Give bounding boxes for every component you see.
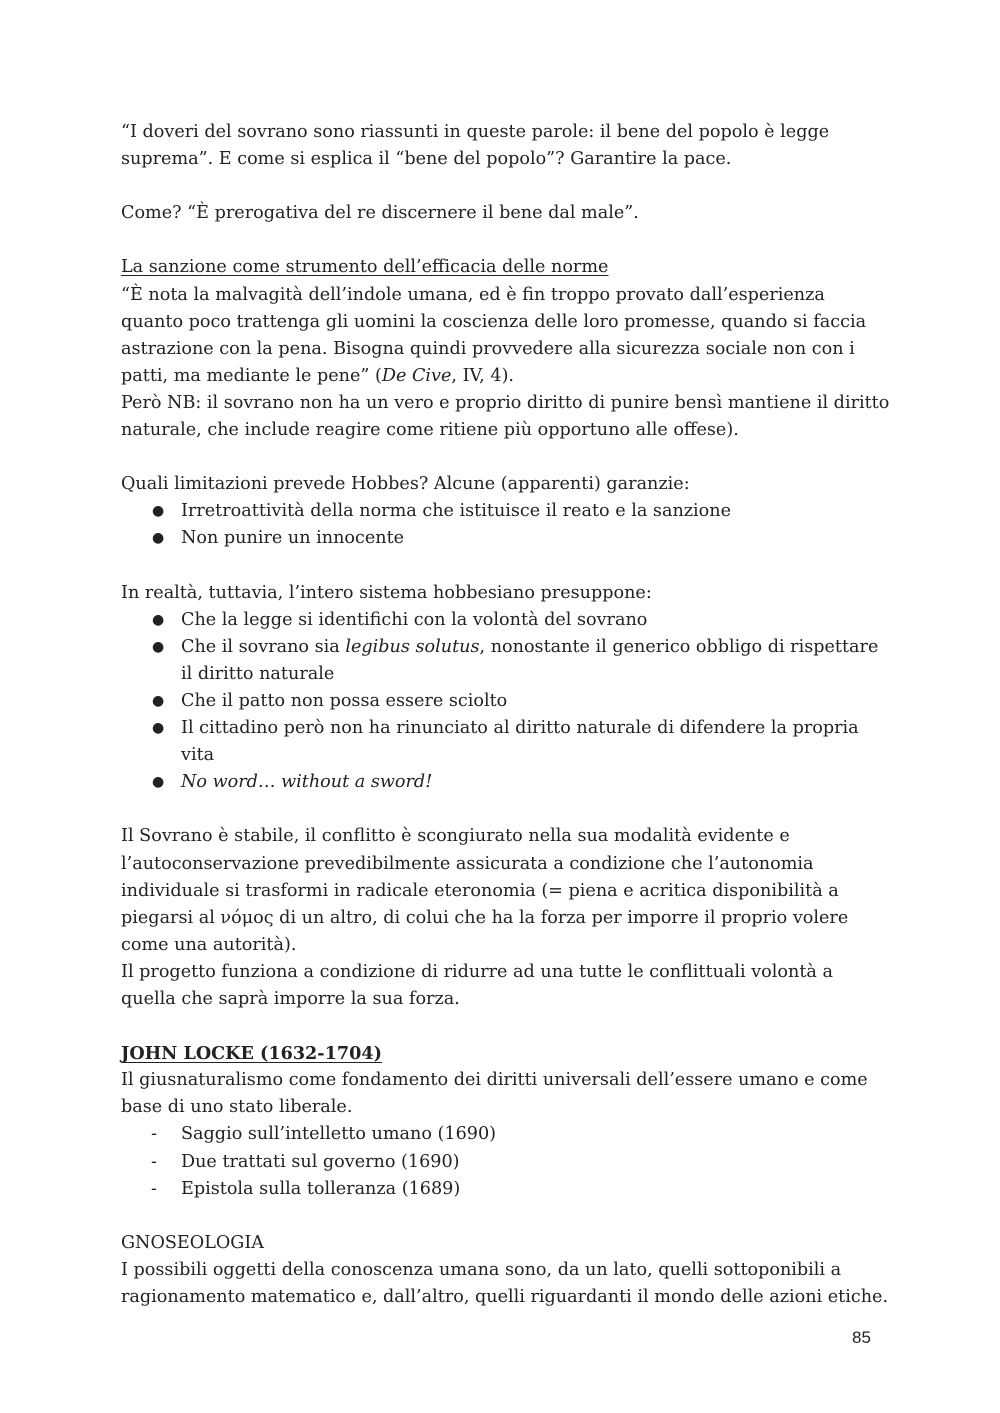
spacer bbox=[121, 227, 891, 254]
paragraph-giusnaturalismo: Il giusnaturalismo come fondamento dei diritti universali dell’essere umano e come base di uno stato liberale. bbox=[121, 1070, 868, 1118]
section-heading-gnoseologia: GNOSEOLOGIA bbox=[121, 1232, 265, 1253]
list-item-text: , nonostante il generico obbligo di rispettare il diritto naturale bbox=[181, 636, 879, 684]
list-item bbox=[121, 498, 891, 525]
list-item bbox=[121, 688, 891, 715]
list-item-text: Che il patto non possa essere sciolto bbox=[181, 690, 508, 711]
bullet-icon: ● bbox=[152, 530, 165, 547]
list-item-text: Non punire un innocente bbox=[181, 528, 405, 549]
paragraph-realta: In realtà, tuttavia, l’intero sistema hobbesiano presuppone: bbox=[121, 582, 652, 603]
page-body bbox=[121, 119, 891, 1311]
paragraph-text: Il Sovrano è stabile, il conflitto è scongiurato nella sua modalità evidente e l’autoconservazione prevedibilmente assicurata a condizione che l’autonomia individuale si trasformi in radicale eteronomia (= piena e acritica disponibilità a piegarsi al bbox=[121, 826, 839, 928]
list-item-text: Epistola sulla tolleranza (1689) bbox=[181, 1178, 461, 1199]
list-item-text: Due trattati sul governo (1690) bbox=[181, 1151, 460, 1172]
spacer bbox=[121, 796, 891, 823]
list-item bbox=[121, 1149, 891, 1176]
quote-text: “È nota la malvagità dell’indole umana, ed è fin troppo provato dall’esperienza quanto poco trattenga gli uomini la coscienza delle loro promesse, quando si faccia astrazione con la pena. Bisogna quindi provvedere alla sicurezza sociale non con i patti, ma mediante le pene” ( bbox=[121, 284, 867, 386]
bullet-icon: ● bbox=[152, 503, 165, 520]
spacer bbox=[121, 1203, 891, 1230]
list-item bbox=[121, 1176, 891, 1203]
dash-icon: - bbox=[151, 1124, 157, 1145]
bullet-list-presupposti bbox=[121, 607, 891, 797]
paragraph-text: di un altro, di colui che ha la forza per imporre il proprio volere come una autorità). bbox=[121, 907, 849, 955]
paragraph-nb: Però NB: il sovrano non ha un vero e proprio diritto di punire bensì mantiene il diritto naturale, che include reagire come ritiene più opportuno alle offese). bbox=[121, 392, 890, 441]
paragraph-progetto: Il progetto funziona a condizione di ridurre ad una tutte le conflittuali volontà a quella che saprà imporre la sua forza. bbox=[121, 961, 833, 1009]
dash-icon: - bbox=[151, 1178, 157, 1199]
quote-source-title: De Cive bbox=[381, 365, 452, 386]
list-item-text: Che la legge si identifichi con la volontà del sovrano bbox=[181, 609, 648, 630]
paragraph-doveri-sovrano: “I doveri del sovrano sono riassunti in queste parole: il bene del popolo è legge suprema”. E come si esplica il “bene del popolo”? Garantire la pace. bbox=[121, 122, 830, 170]
bullet-icon: ● bbox=[152, 611, 165, 628]
list-item bbox=[121, 1121, 891, 1148]
page-number: 85 bbox=[852, 1328, 871, 1347]
bullet-icon: ● bbox=[152, 638, 165, 655]
bullet-list-limitazioni bbox=[121, 498, 891, 552]
spacer bbox=[121, 553, 891, 580]
list-item-text: Irretroattività della norma che istituisce il reato e la sanzione bbox=[181, 501, 732, 522]
list-item-italic: legibus solutus bbox=[345, 636, 480, 657]
list-item-text: Saggio sull’intelletto umano (1690) bbox=[181, 1124, 497, 1145]
paragraph-quote-de-cive bbox=[121, 282, 891, 390]
paragraph-sovrano-stabile bbox=[121, 823, 891, 958]
list-item bbox=[121, 525, 891, 552]
spacer bbox=[121, 444, 891, 471]
quote-source-ref: , IV, 4). bbox=[451, 365, 515, 386]
list-item bbox=[121, 715, 891, 769]
spacer bbox=[121, 1013, 891, 1040]
list-item-italic: No word… without a sword! bbox=[181, 772, 433, 793]
dash-icon: - bbox=[151, 1151, 157, 1172]
section-heading-locke: JOHN LOCKE (1632-1704) bbox=[121, 1043, 382, 1065]
spacer bbox=[121, 173, 891, 200]
dash-list-opere bbox=[121, 1121, 891, 1202]
bullet-icon: ● bbox=[152, 720, 165, 737]
list-item-text: Il cittadino però non ha rinunciato al diritto naturale di difendere la propria vita bbox=[181, 718, 859, 766]
greek-word: νόμος bbox=[220, 907, 274, 928]
list-item bbox=[121, 607, 891, 634]
list-item bbox=[121, 634, 891, 688]
bullet-icon: ● bbox=[152, 692, 165, 709]
list-item bbox=[121, 769, 891, 796]
paragraph-come: Come? “È prerogativa del re discernere il bene dal male”. bbox=[121, 203, 639, 224]
list-item-text: Che il sovrano sia bbox=[181, 636, 346, 657]
bullet-icon: ● bbox=[152, 774, 165, 791]
section-heading-sanzione: La sanzione come strumento dell’efficacia delle norme bbox=[121, 257, 609, 278]
paragraph-gnoseologia: I possibili oggetti della conoscenza umana sono, da un lato, quelli sottoponibili a ragionamento matematico e, dall’altro, quelli riguardanti il mondo delle azioni etiche. bbox=[121, 1259, 889, 1308]
paragraph-limitazioni: Quali limitazioni prevede Hobbes? Alcune (apparenti) garanzie: bbox=[121, 474, 690, 495]
